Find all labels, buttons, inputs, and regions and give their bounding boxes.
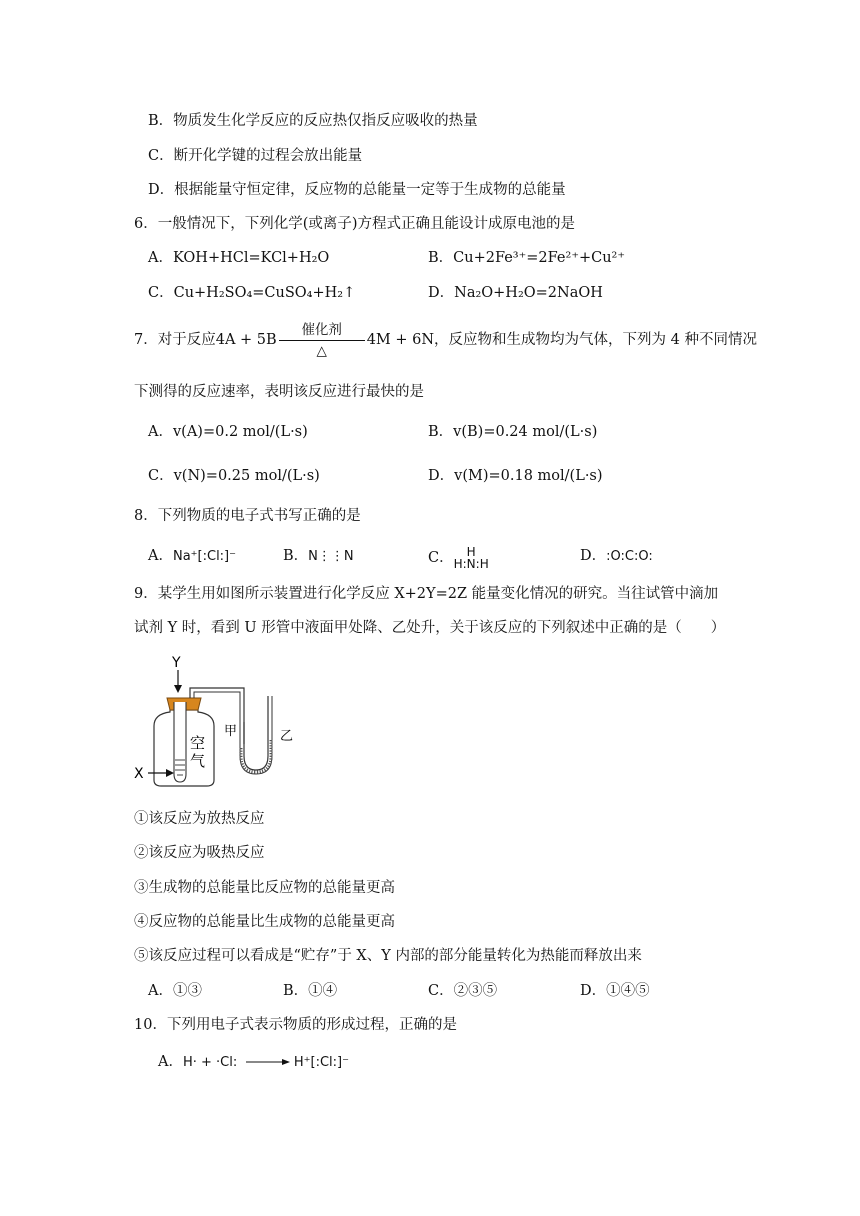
q7-option-b [428, 422, 597, 442]
q6-option-d: D．Na₂O+H₂O=2NaOH [428, 285, 603, 301]
q9-statement-3: ③生成物的总能量比反应物的总能量更高 [134, 880, 395, 896]
q7-catalyst: 催化剂 [301, 321, 342, 338]
q8-option-b [283, 546, 354, 567]
q10-formation-arrow [246, 1057, 290, 1067]
q9-option-d: D．①④⑤ [580, 983, 650, 999]
label-y: Y [172, 655, 181, 671]
q7-stem [134, 318, 757, 362]
q7-stem-pre: 7．对于反应 [134, 332, 216, 348]
q8-option-a-label: A． [148, 548, 173, 564]
q8-option-d [580, 546, 653, 567]
q10-option-a-left: H· + ·Cl: [182, 1055, 238, 1070]
q9-option-c: C．②③⑤ [428, 983, 498, 999]
q8-option-c-formula-bottom: H:N:H [453, 557, 489, 571]
q8-stem: 8．下列物质的电子式书写正确的是 [134, 508, 361, 524]
label-jia: 甲 [224, 724, 238, 739]
q6-option-c: C．Cu+H₂SO₄=CuSO₄+H₂↑ [148, 285, 356, 301]
q7-option-a [148, 422, 308, 442]
q5-option-c: C．断开化学键的过程会放出能量 [148, 148, 363, 164]
y-arrow-head [174, 685, 182, 693]
q10-option-a-right: H⁺[:Cl:]⁻ [293, 1055, 349, 1070]
q6-option-b: B．Cu+2Fe³⁺=2Fe²⁺+Cu²⁺ [428, 250, 626, 266]
q9-option-a: A．①③ [148, 983, 202, 999]
u-tube [244, 696, 268, 770]
q9-statement-1: ①该反应为放热反应 [134, 811, 265, 827]
q10-option-a [158, 1052, 349, 1073]
q8-option-d-label: D． [580, 548, 607, 564]
q7-option-d-expr: v(M)=0.18 mol/(L·s) [454, 468, 603, 484]
q7-option-c-expr: v(N)=0.25 mol/(L·s) [173, 468, 320, 484]
label-yi: 乙 [280, 729, 294, 744]
q7-stem-post: ，反应物和生成物均为气体，下列为 4 种不同情况 [434, 332, 757, 348]
q8-option-b-formula: N⋮⋮N [308, 549, 354, 564]
q7-option-a-expr: v(A)=0.2 mol/(L·s) [172, 424, 308, 440]
q10-option-a-label: A． [158, 1054, 183, 1070]
q9-statement-2: ②该反应为吸热反应 [134, 845, 265, 861]
q8-option-c-label: C． [428, 550, 454, 566]
u-tube-liquid [241, 740, 271, 772]
label-x: X [134, 766, 144, 782]
q7-reaction-arrow [279, 321, 365, 360]
q7-option-d [428, 466, 603, 486]
q9-statement-4: ④反应物的总能量比生成物的总能量更高 [134, 914, 395, 930]
q9-apparatus-figure [134, 652, 304, 792]
q7-option-c-label: C． [148, 468, 174, 484]
q8-option-a-formula: Na⁺[:Cl:]⁻ [172, 549, 236, 564]
q7-option-c [148, 466, 320, 486]
q9-stem-line2: 试剂 Y 时，看到 U 形管中液面甲处降、乙处升，关于该反应的下列叙述中正确的是（ ） [134, 620, 726, 636]
q8-option-b-label: B． [283, 548, 309, 564]
q7-reactants: 4A + 5B [215, 332, 277, 348]
q8-option-c [428, 546, 489, 570]
q7-heat: △ [316, 342, 327, 359]
q6-stem: 6．一般情况下，下列化学(或离子)方程式正确且能设计成原电池的是 [134, 216, 576, 232]
q5-option-b: B．物质发生化学反应的反应热仅指反应吸收的热量 [148, 113, 478, 129]
q8-option-c-formula [454, 546, 489, 570]
q8-option-a [148, 546, 236, 567]
q10-stem: 10．下列用电子式表示物质的形成过程，正确的是 [134, 1017, 457, 1033]
q6-option-a: A．KOH+HCl=KCl+H₂O [148, 250, 330, 266]
q7-stem-line2: 下测得的反应速率，表明该反应进行最快的是 [134, 384, 424, 400]
q7-option-a-label: A． [148, 424, 173, 440]
q9-option-b: B．①④ [283, 983, 338, 999]
q8-option-c-formula-top: H [466, 545, 476, 559]
label-air-1: 空 [190, 734, 206, 752]
label-air-2: 气 [190, 752, 206, 770]
q7-option-d-label: D． [428, 468, 455, 484]
q5-option-d: D．根据能量守恒定律，反应物的总能量一定等于生成物的总能量 [148, 182, 566, 198]
q9-stem-line1: 9．某学生用如图所示装置进行化学反应 X+2Y=2Z 能量变化情况的研究。当往试管中滴加 [134, 586, 719, 602]
q9-statement-5: ⑤该反应过程可以看成是“贮存”于 X、Y 内部的部分能量转化为热能而释放出来 [134, 948, 642, 964]
q8-option-d-formula: :O:C:O: [606, 549, 653, 564]
q7-option-b-label: B． [428, 424, 454, 440]
q7-option-b-expr: v(B)=0.24 mol/(L·s) [453, 424, 598, 440]
q7-products: 4M + 6N [366, 332, 435, 348]
